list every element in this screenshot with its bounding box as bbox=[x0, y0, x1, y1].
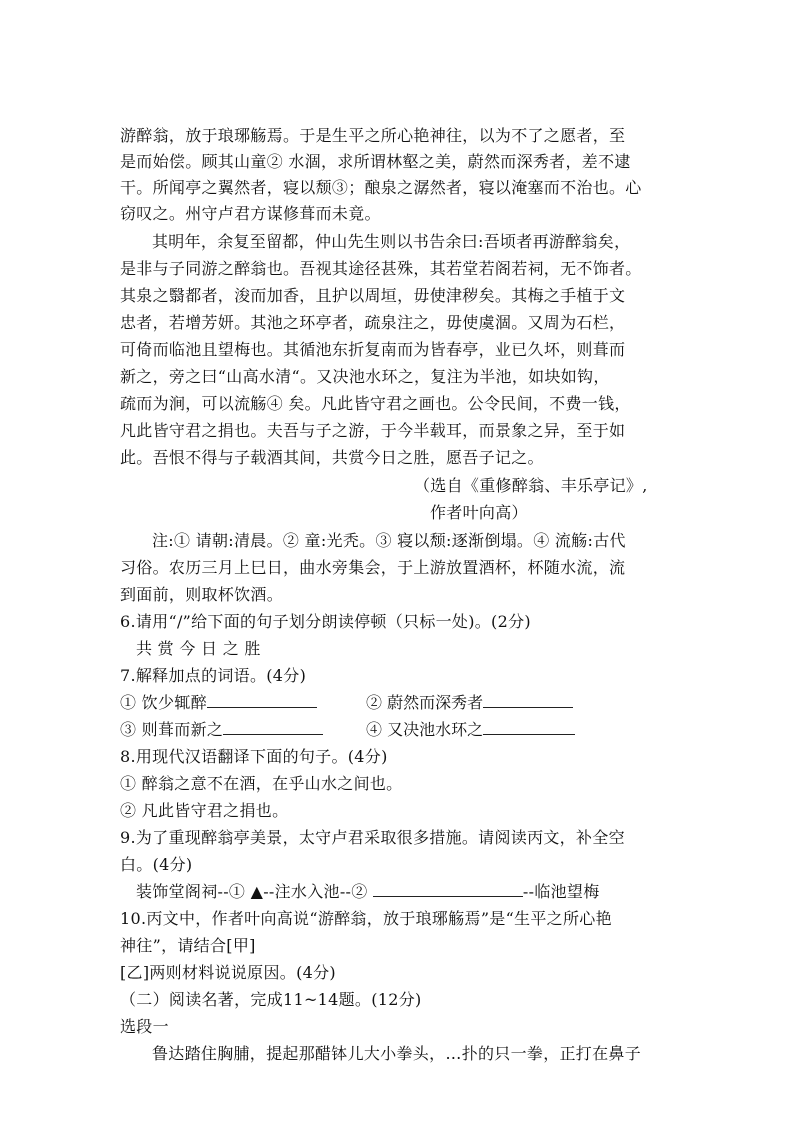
question-7-item-label: ④ 又决池水环之 bbox=[366, 720, 484, 739]
question-7-item-label: ② 蔚然而深秀者 bbox=[366, 693, 484, 712]
passage-line: 可倚而临池且望梅也。其循池东折复南而为皆春亭，业已久坏，则葺而 bbox=[120, 340, 626, 359]
passage-line: 凡此皆守君之捐也。夫吾与子之游，于今半载耳，而景象之异，至于如 bbox=[120, 421, 626, 440]
excerpt-label: 选段一 bbox=[120, 1017, 169, 1036]
passage-line: 新之，旁之曰“山高水清“。又决池水环之，复注为半池，如块如钩， bbox=[120, 367, 610, 386]
question-7-item-label: ① 饮少辄醉 bbox=[120, 693, 207, 712]
passage-line: 疏而为涧，可以流觞④ 矣。凡此皆守君之画也。公令民间，不费一钱， bbox=[120, 394, 631, 413]
question-7-item bbox=[366, 720, 575, 740]
question-7-item-label: ③ 则葺而新之 bbox=[120, 720, 224, 739]
question-10-title: 10.丙文中，作者叶向高说“游醉翁，放于琅琊觞焉”是“生平之所心艳 bbox=[120, 909, 612, 928]
question-7-title: 7.解释加点的词语。(4分) bbox=[120, 666, 307, 685]
question-8-title: 8.用现代汉语翻译下面的句子。(4分) bbox=[120, 747, 388, 766]
question-6-title: 6.请用“/”给下面的句子划分朗读停顿（只标一处)。(2分) bbox=[120, 612, 531, 631]
passage-author: 作者叶向高） bbox=[430, 503, 528, 522]
passage-line: 是而始偿。顾其山童② 水涸，求所谓林壑之美，蔚然而深秀者，差不逮 bbox=[120, 152, 631, 171]
annotation-line: 习俗。农历三月上巳日，曲水旁集会，于上游放置酒杯，杯随水流，流 bbox=[120, 558, 626, 577]
question-9-title-cont: 白。(4分) bbox=[120, 855, 193, 874]
question-8-item: ① 醉翁之意不在酒，在乎山水之间也。 bbox=[120, 774, 403, 793]
passage-line: 游醉翁，放于琅琊觞焉。于是生平之所心艳神往，以为不了之愿者，至 bbox=[120, 126, 626, 145]
question-7-item bbox=[120, 693, 317, 713]
answer-blank[interactable] bbox=[207, 693, 317, 708]
flow-end: --临池望梅 bbox=[522, 882, 600, 901]
question-7-item bbox=[366, 693, 573, 713]
question-9-flow bbox=[136, 882, 600, 902]
passage-source: （选自《重修醉翁、丰乐亭记》, bbox=[414, 476, 648, 495]
question-9-title: 9.为了重现醉翁亭美景，太守卢君采取很多措施。请阅读丙文，补全空 bbox=[120, 828, 625, 847]
passage-line: 窃叹之。州守卢君方谋修葺而未竟。 bbox=[120, 204, 381, 223]
passage-line: 干。所闻亭之翼然者，寝以颓③；酿泉之潺然者，寝以淹塞而不治也。心 bbox=[120, 178, 642, 197]
question-7-item bbox=[120, 720, 323, 740]
answer-blank[interactable] bbox=[483, 693, 573, 708]
passage-line: 此。吾恨不得与子载酒其间，共赏今日之胜，愿吾子记之。 bbox=[120, 448, 544, 467]
passage-line: 其泉之翳都者，浚而加香，且护以周垣，毋使津秽矣。其梅之手植于文 bbox=[120, 286, 626, 305]
section-heading: （二）阅读名著，完成11~14题。(12分) bbox=[120, 990, 422, 1009]
question-8-item: ② 凡此皆守君之捐也。 bbox=[120, 801, 289, 820]
question-10-title-cont: 神往”，请结合[甲] bbox=[120, 936, 256, 955]
annotation-line: 到面前，则取杯饮酒。 bbox=[120, 585, 284, 604]
answer-blank[interactable] bbox=[223, 720, 323, 735]
question-10-title-cont: [乙]两则材料说说原因。(4分) bbox=[120, 963, 336, 982]
passage-line: 其明年，余复至留都，仲山先生则以书告余曰:吾顷者再游醉翁矣， bbox=[152, 232, 631, 251]
flow-start: 装饰堂阁祠--① ▲--注水入池--② bbox=[136, 882, 368, 901]
question-6-sentence: 共 赏 今 日 之 胜 bbox=[136, 639, 261, 658]
annotation-line: 注:① 请朝:清晨。② 童:光秃。③ 寝以颓:逐渐倒塌。④ 流觞:古代 bbox=[152, 531, 626, 550]
answer-blank[interactable] bbox=[483, 720, 575, 735]
answer-blank[interactable] bbox=[373, 882, 523, 897]
passage-line: 忠者，若增芳妍。其池之环亭者，疏泉注之，毋使虞涸。又周为石栏， bbox=[120, 313, 626, 332]
passage-line: 是非与子同游之醉翁也。吾视其途径甚殊，其若堂若阁若祠，无不饰者。 bbox=[120, 259, 642, 278]
excerpt-line: 鲁达踏住胸脯，提起那醋钵儿大小拳头，…扑的只一拳，正打在鼻子 bbox=[152, 1044, 642, 1063]
